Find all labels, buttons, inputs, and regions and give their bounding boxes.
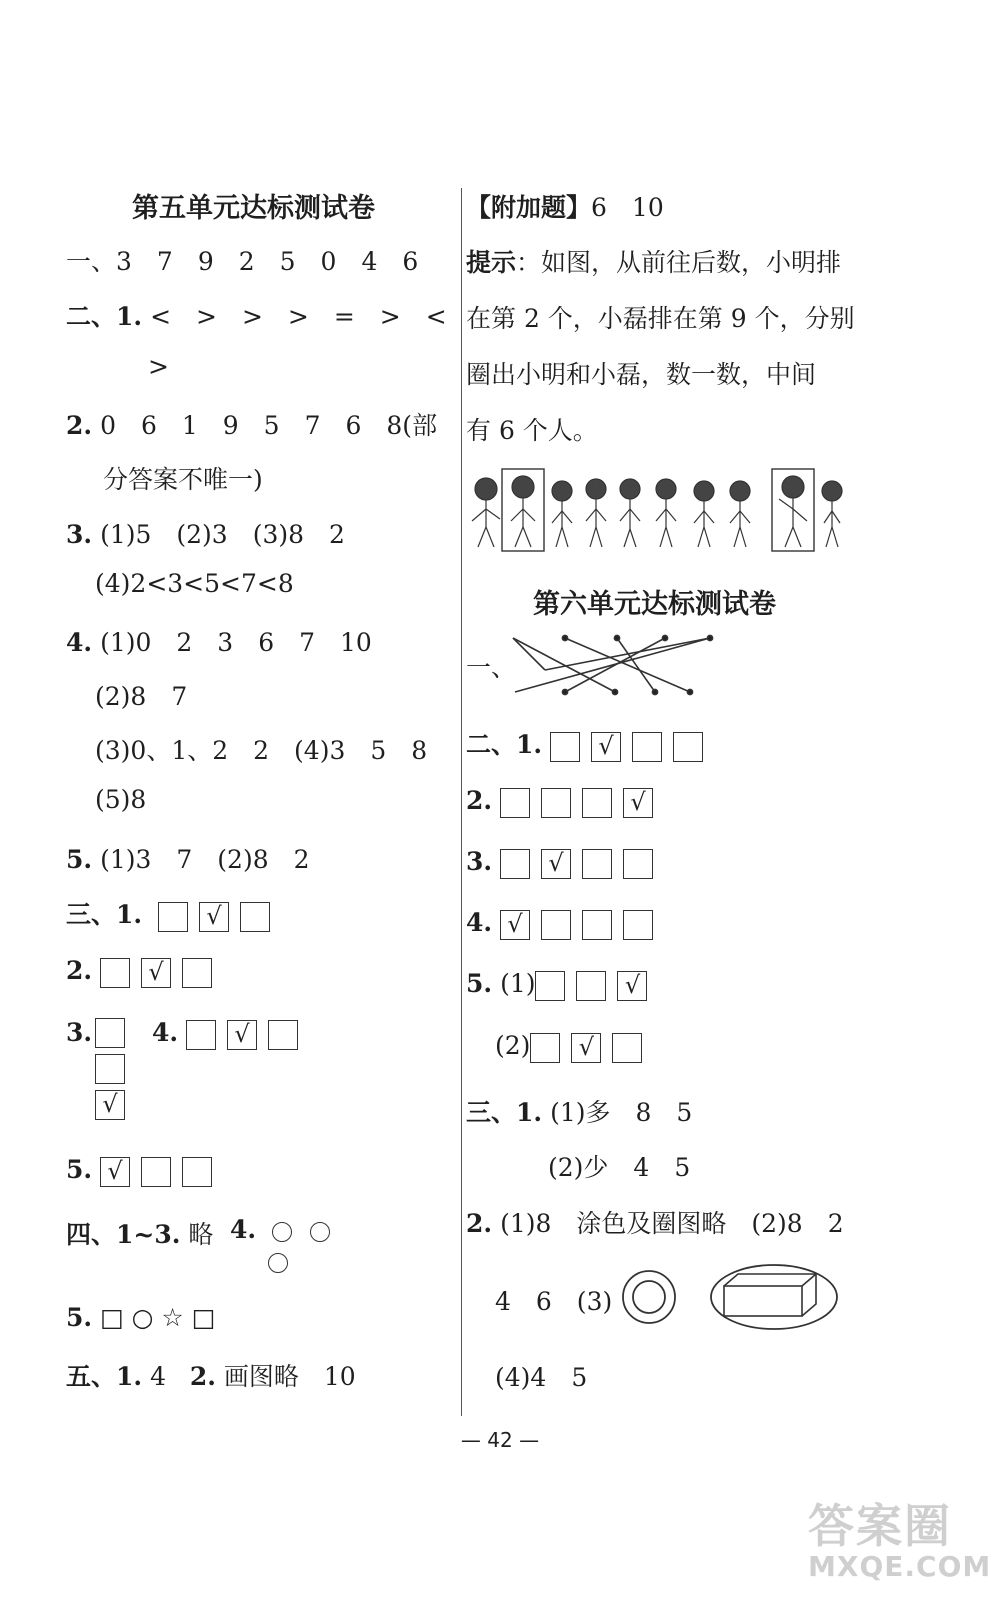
column-divider (461, 188, 462, 1416)
answer-box (95, 1054, 125, 1084)
check-icon: √ (206, 901, 222, 930)
answer-box (582, 788, 612, 818)
hint-line-4: 有 6 个人。 (466, 416, 598, 445)
circled-cuboid-icon (708, 1262, 840, 1336)
q-label: 二、1. (466, 730, 543, 759)
q-label: 4. (152, 1018, 179, 1047)
q-label: 五、1. (66, 1362, 143, 1391)
unit5-q2-5 (66, 840, 310, 876)
answer-box (576, 971, 606, 1001)
watermark-logo (808, 1490, 992, 1583)
unit5-q3-4 (152, 1018, 309, 1050)
watermark-line-2: MXQE.COM (808, 1550, 992, 1583)
answer-box (141, 1157, 171, 1187)
unit6-q2-5-1 (466, 969, 658, 1001)
unit5-q2-4 (66, 623, 372, 659)
check-icon: √ (507, 909, 523, 938)
extra-question (466, 188, 664, 224)
answer-box (535, 971, 565, 1001)
unit5-title: 第五单元达标测试卷 (132, 193, 375, 224)
unit6-q2-2 (466, 786, 664, 818)
children-queue-illustration (468, 465, 848, 559)
q-label: 5. (66, 845, 93, 874)
q-label: 5. (466, 969, 493, 998)
unit6-title: 第六单元达标测试卷 (533, 589, 776, 620)
unit5-q2-3-cont: (4)2<3<5<7<8 (95, 569, 294, 598)
answer-box (541, 788, 571, 818)
answer-box (500, 849, 530, 879)
check-icon: √ (598, 731, 614, 760)
child-figure (552, 481, 572, 547)
answer-box-checked (623, 788, 653, 818)
q-label: 2. (466, 786, 493, 815)
answer-box (632, 732, 662, 762)
circle-icon (272, 1222, 292, 1242)
unit5-q3-3-label (66, 1018, 92, 1047)
q-label: 5. (66, 1155, 93, 1184)
answer-box (95, 1018, 125, 1048)
answer-box (240, 902, 270, 932)
unit5-q4-1 (66, 1215, 213, 1251)
q-label: 2. (189, 1362, 216, 1391)
q-answer: 0 6 1 9 5 7 6 8(部 (100, 411, 438, 440)
answer-box (582, 910, 612, 940)
q-label: 5. (66, 1303, 93, 1332)
answer-box (182, 1157, 212, 1187)
answer-box (158, 902, 188, 932)
q-answer: (1)8 涂色及圈图略 (2)8 2 (500, 1209, 844, 1238)
q-label: 4. (230, 1215, 257, 1244)
unit5-q3-3-boxes (95, 1018, 125, 1120)
q-answer: 画图略 10 (223, 1362, 356, 1391)
q-label: 2. (66, 411, 93, 440)
child-figure (730, 481, 750, 547)
hint-label: 提示 (466, 248, 517, 277)
unit5-q2-4-d: (5)8 (95, 785, 147, 814)
q-label: 三、1. (66, 900, 143, 929)
child-figure (822, 481, 842, 547)
answer-box-checked (500, 910, 530, 940)
check-icon: √ (630, 787, 646, 816)
child-figure (511, 476, 535, 547)
answer-box (530, 1033, 560, 1063)
unit5-q2-3 (66, 515, 345, 551)
unit5-q2-2 (66, 406, 437, 442)
check-icon: √ (624, 970, 641, 999)
answer-box (500, 788, 530, 818)
answer-box-checked (591, 732, 621, 762)
answer-box-checked (100, 1157, 130, 1187)
q-label: 【附加题】 (466, 193, 592, 222)
q-answer: (1)多 8 5 (550, 1098, 693, 1127)
q-label: 4. (66, 628, 93, 657)
q-answer: < > > > = > < (150, 302, 447, 331)
check-icon: √ (107, 1156, 123, 1185)
unit5-q3-5 (66, 1155, 223, 1187)
unit6-q3-1-b: (2)少 4 5 (548, 1153, 691, 1182)
unit5-q1 (66, 242, 418, 278)
unit5-q2-4-b: (2)8 7 (95, 682, 188, 711)
hint-text: ：如图，从前往后数，小明排 (516, 248, 842, 277)
sub-label: (2) (495, 1031, 531, 1060)
answer-box (623, 910, 653, 940)
double-circle-icon (620, 1268, 678, 1330)
watermark-line-1: 答案圈 (808, 1499, 952, 1553)
child-figure (656, 479, 676, 547)
q-answer: 6 10 (591, 193, 664, 222)
q-label: 3. (466, 847, 493, 876)
child-figure (779, 476, 807, 547)
q-answer: (1)5 (2)3 (3)8 2 (100, 520, 345, 549)
check-icon: √ (102, 1090, 118, 1118)
q-label: 2. (66, 956, 93, 985)
answer-box (623, 849, 653, 879)
check-icon: √ (548, 848, 564, 877)
circle-icon (310, 1222, 330, 1242)
unit5-q4-4-b (268, 1252, 306, 1273)
hint-line-1 (466, 243, 841, 279)
unit6-q3-2 (466, 1204, 844, 1240)
q-answer: 3 7 9 2 5 0 4 6 (116, 247, 419, 276)
q-answer: 4 (150, 1362, 166, 1391)
unit5-q4-5 (66, 1303, 215, 1332)
unit6-q2-3 (466, 847, 664, 879)
check-icon: √ (234, 1019, 250, 1048)
answer-box (186, 1020, 216, 1050)
q-label: 4. (466, 908, 493, 937)
q-answer: (1)0 2 3 6 7 10 (100, 628, 372, 657)
unit6-q2-5-2 (495, 1031, 653, 1063)
unit5-q3-1 (66, 895, 281, 932)
unit5-q2-2-cont: 分答案不唯一) (103, 465, 263, 494)
q-label: 二、1. (66, 302, 143, 331)
page-number: — 42 — (460, 1428, 540, 1452)
unit5-q4-4 (230, 1215, 348, 1244)
answer-box-checked (571, 1033, 601, 1063)
check-icon: √ (148, 957, 164, 986)
matching-lines-diagram (505, 632, 720, 702)
q-label: 四、1~3. (66, 1220, 181, 1249)
unit6-q2-4 (466, 908, 664, 940)
answer-box (100, 958, 130, 988)
q-answer: □ ○ ☆ □ (100, 1303, 216, 1332)
sub-label: (1) (500, 969, 536, 998)
q-label: 3. (66, 520, 93, 549)
unit5-q3-2 (66, 956, 223, 988)
q-answer: 略 (188, 1220, 214, 1249)
child-figure (694, 481, 714, 547)
unit5-q5 (66, 1357, 356, 1393)
unit6-q2-1 (466, 725, 714, 762)
q-label: 3. (66, 1018, 93, 1047)
check-icon: √ (578, 1032, 595, 1061)
answer-box (182, 958, 212, 988)
unit6-q3-1 (466, 1093, 692, 1129)
answer-box (612, 1033, 642, 1063)
answer-box (582, 849, 612, 879)
circle-icon (268, 1253, 288, 1273)
answer-box-checked (199, 902, 229, 932)
unit6-q3-2-b: 4 6 (3) (495, 1287, 613, 1316)
answer-box (550, 732, 580, 762)
q-label: 三、1. (466, 1098, 543, 1127)
unit5-q2-1 (66, 297, 447, 333)
child-figure (620, 479, 640, 547)
hint-line-2: 在第 2 个，小磊排在第 9 个，分别 (466, 304, 855, 333)
unit5-q2-1-cont: > (148, 352, 169, 381)
q-answer: (1)3 7 (2)8 2 (100, 845, 310, 874)
answer-box-checked (95, 1090, 125, 1120)
unit6-q1-label: 一、 (466, 653, 517, 682)
answer-box-checked (617, 971, 647, 1001)
unit5-q2-4-c: (3)0、1、2 2 (4)3 5 8 (95, 736, 428, 765)
answer-box (268, 1020, 298, 1050)
child-figure (472, 478, 500, 547)
q-label: 2. (466, 1209, 493, 1238)
answer-box (541, 910, 571, 940)
unit6-q3-2-c: (4)4 5 (495, 1363, 588, 1392)
child-figure (586, 479, 606, 547)
answer-box-checked (227, 1020, 257, 1050)
q-label: 一、 (66, 247, 117, 276)
hint-line-3: 圈出小明和小磊，数一数，中间 (466, 360, 817, 389)
answer-box-checked (541, 849, 571, 879)
answer-box (673, 732, 703, 762)
answer-box-checked (141, 958, 171, 988)
